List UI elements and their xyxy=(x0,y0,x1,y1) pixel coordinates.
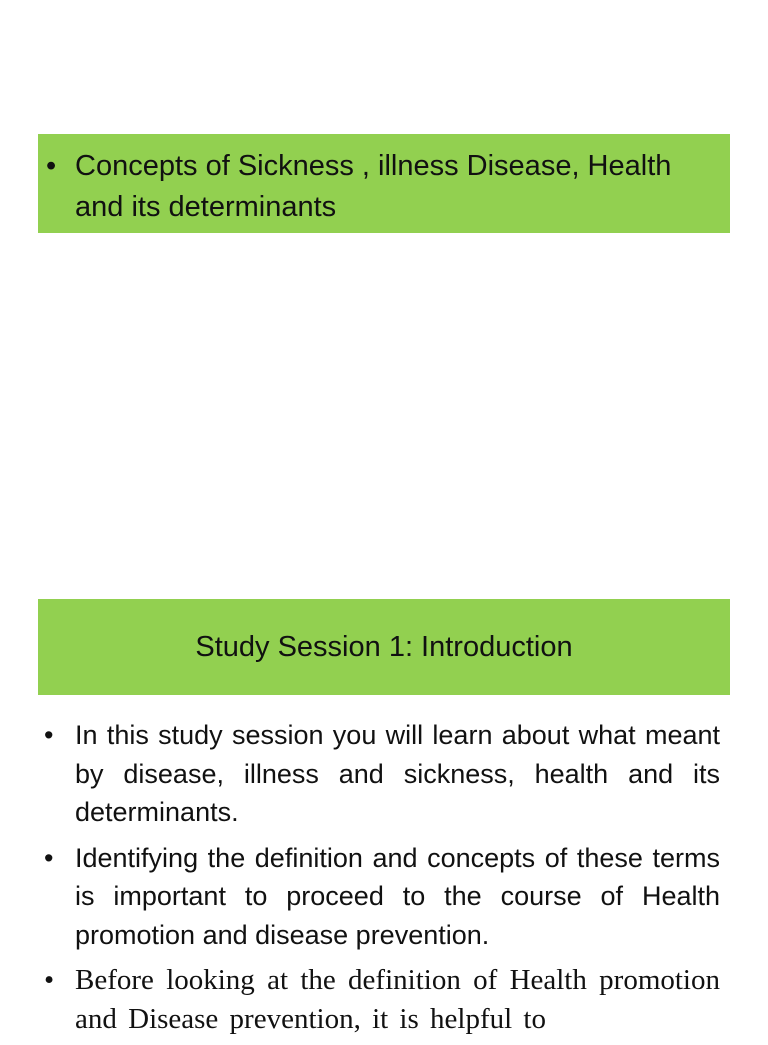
bullet-icon: • xyxy=(44,964,55,996)
title-banner xyxy=(38,134,730,233)
list-item-text: Before looking at the definition of Health promotion and Disease prevention, it is helpful to xyxy=(75,964,720,1035)
list-item xyxy=(0,961,768,1038)
bullet-list xyxy=(0,716,768,1045)
list-item xyxy=(0,839,768,955)
list-item-text: Identifying the definition and concepts of these terms is important to proceed to the course of Health promotion and disease prevention. xyxy=(75,842,720,950)
list-item xyxy=(0,716,768,832)
banner-bullet-item xyxy=(38,146,730,228)
session-title: Study Session 1: Introduction xyxy=(195,631,573,663)
bullet-icon: • xyxy=(44,720,54,750)
list-item-text: In this study session you will learn about what meant by disease, illness and sickness, health and its determinants. xyxy=(75,720,720,827)
bullet-icon: • xyxy=(44,842,54,873)
bullet-icon: • xyxy=(46,150,57,182)
session-title-banner xyxy=(38,599,730,695)
banner-text: Concepts of Sickness , illness Disease, Health and its determinants xyxy=(75,150,672,223)
